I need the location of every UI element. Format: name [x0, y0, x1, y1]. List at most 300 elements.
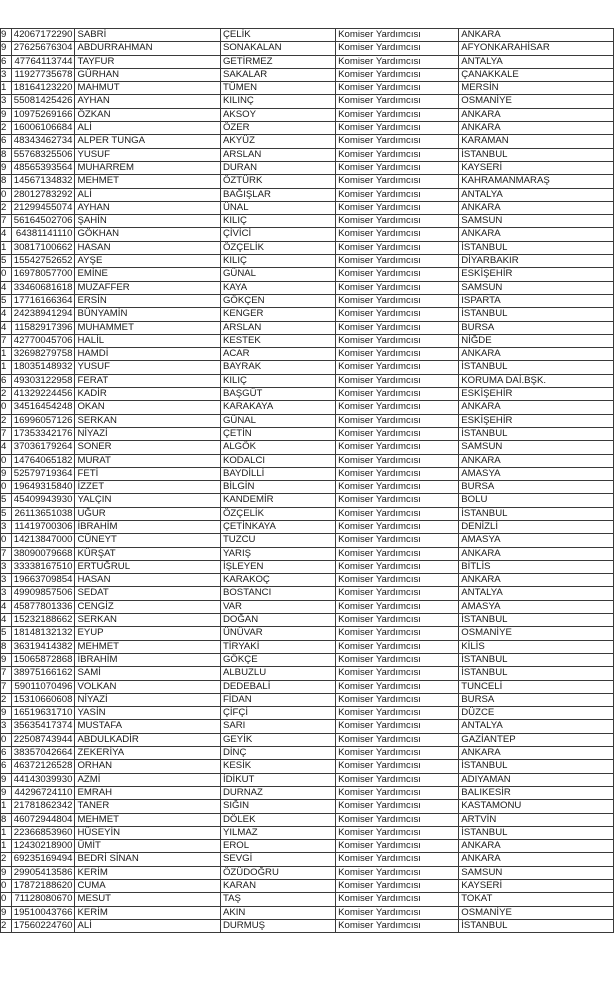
table-row: [1, 161, 614, 174]
city-cell: KASTAMONU: [459, 800, 614, 813]
rank-cell: Komiser Yardımcısı: [336, 720, 459, 733]
row-index-cell: 5: [1, 294, 12, 307]
city-cell: ANKARA: [459, 747, 614, 760]
first-name-cell: GÜRHAN: [75, 68, 220, 81]
table-row: [1, 853, 614, 866]
city-cell: ÇANAKKALE: [459, 68, 614, 81]
row-index-cell: 5: [1, 627, 12, 640]
city-cell: TOKAT: [459, 893, 614, 906]
first-name-cell: YUSUF: [75, 361, 220, 374]
surname-cell: KARAKAYA: [220, 401, 335, 414]
first-name-cell: TANER: [75, 800, 220, 813]
table-row: [1, 587, 614, 600]
table-row: [1, 520, 614, 533]
id-number-cell: 18148132132: [11, 627, 75, 640]
city-cell: KİLİS: [459, 640, 614, 653]
id-number-cell: 37036179264: [11, 441, 75, 454]
rank-cell: Komiser Yardımcısı: [336, 481, 459, 494]
row-index-cell: 9: [1, 42, 12, 55]
first-name-cell: BEDRİ SİNAN: [75, 853, 220, 866]
table-row: [1, 747, 614, 760]
first-name-cell: ZEKERİYA: [75, 747, 220, 760]
rank-cell: Komiser Yardımcısı: [336, 361, 459, 374]
table-row: [1, 866, 614, 879]
city-cell: TUNCELİ: [459, 680, 614, 693]
city-cell: İSTANBUL: [459, 507, 614, 520]
table-row: [1, 720, 614, 733]
surname-cell: BAĞIŞLAR: [220, 188, 335, 201]
table-row: [1, 441, 614, 454]
row-index-cell: 4: [1, 614, 12, 627]
id-number-cell: 24238941294: [11, 308, 75, 321]
table-row: [1, 467, 614, 480]
surname-cell: DOĞAN: [220, 614, 335, 627]
rank-cell: Komiser Yardımcısı: [336, 866, 459, 879]
id-number-cell: 55768325506: [11, 148, 75, 161]
row-index-cell: 0: [1, 401, 12, 414]
surname-cell: TUZCU: [220, 534, 335, 547]
row-index-cell: 8: [1, 175, 12, 188]
surname-cell: DEDEBALİ: [220, 680, 335, 693]
table-row: [1, 574, 614, 587]
surname-cell: KILIÇ: [220, 215, 335, 228]
city-cell: ANTALYA: [459, 55, 614, 68]
row-index-cell: 1: [1, 361, 12, 374]
id-number-cell: 10975269166: [11, 108, 75, 121]
surname-cell: İŞLEYEN: [220, 560, 335, 573]
rank-cell: Komiser Yardımcısı: [336, 919, 459, 932]
first-name-cell: AYHAN: [75, 95, 220, 108]
id-number-cell: 19510043766: [11, 906, 75, 919]
city-cell: ESKİŞEHİR: [459, 414, 614, 427]
city-cell: İSTANBUL: [459, 919, 614, 932]
row-index-cell: 0: [1, 268, 12, 281]
first-name-cell: MEHMET: [75, 640, 220, 653]
row-index-cell: 5: [1, 494, 12, 507]
first-name-cell: ALİ: [75, 188, 220, 201]
table-row: [1, 880, 614, 893]
rank-cell: Komiser Yardımcısı: [336, 786, 459, 799]
table-row: [1, 547, 614, 560]
id-number-cell: 45409943930: [11, 494, 75, 507]
table-row: [1, 255, 614, 268]
first-name-cell: İZZET: [75, 481, 220, 494]
id-number-cell: 19649315840: [11, 481, 75, 494]
table-row: [1, 760, 614, 773]
surname-cell: KENGER: [220, 308, 335, 321]
rank-cell: Komiser Yardımcısı: [336, 348, 459, 361]
row-index-cell: 9: [1, 161, 12, 174]
row-index-cell: 0: [1, 880, 12, 893]
first-name-cell: İBRAHİM: [75, 520, 220, 533]
row-index-cell: 4: [1, 441, 12, 454]
city-cell: SAMSUN: [459, 866, 614, 879]
table-row: [1, 800, 614, 813]
table-row: [1, 308, 614, 321]
row-index-cell: 7: [1, 427, 12, 440]
surname-cell: SONAKALAN: [220, 42, 335, 55]
rank-cell: Komiser Yardımcısı: [336, 215, 459, 228]
rank-cell: Komiser Yardımcısı: [336, 241, 459, 254]
first-name-cell: NİYAZİ: [75, 427, 220, 440]
rank-cell: Komiser Yardımcısı: [336, 494, 459, 507]
table-row: [1, 614, 614, 627]
table-row: [1, 707, 614, 720]
row-index-cell: 1: [1, 800, 12, 813]
row-index-cell: 6: [1, 747, 12, 760]
table-row: [1, 361, 614, 374]
row-index-cell: 1: [1, 82, 12, 95]
rank-cell: Komiser Yardımcısı: [336, 281, 459, 294]
surname-cell: AKSOY: [220, 108, 335, 121]
row-index-cell: 0: [1, 893, 12, 906]
id-number-cell: 29905413586: [11, 866, 75, 879]
table-row: [1, 55, 614, 68]
row-index-cell: 7: [1, 215, 12, 228]
rank-cell: Komiser Yardımcısı: [336, 693, 459, 706]
id-number-cell: 64381141110: [11, 228, 75, 241]
row-index-cell: 5: [1, 507, 12, 520]
table-row: [1, 241, 614, 254]
surname-cell: KODALCI: [220, 454, 335, 467]
rank-cell: Komiser Yardımcısı: [336, 614, 459, 627]
id-number-cell: 42067172290: [11, 29, 75, 42]
row-index-cell: 5: [1, 255, 12, 268]
table-row: [1, 481, 614, 494]
surname-cell: TAŞ: [220, 893, 335, 906]
rank-cell: Komiser Yardımcısı: [336, 388, 459, 401]
id-number-cell: 16978057700: [11, 268, 75, 281]
rank-cell: Komiser Yardımcısı: [336, 547, 459, 560]
id-number-cell: 32698279758: [11, 348, 75, 361]
city-cell: KORUMA DAİ.BŞK.: [459, 374, 614, 387]
id-number-cell: 16006106684: [11, 122, 75, 135]
first-name-cell: HASAN: [75, 241, 220, 254]
id-number-cell: 11927735678: [11, 68, 75, 81]
table-row: [1, 82, 614, 95]
id-number-cell: 14764065182: [11, 454, 75, 467]
surname-cell: ÖZTÜRK: [220, 175, 335, 188]
table-row: [1, 600, 614, 613]
rank-cell: Komiser Yardımcısı: [336, 760, 459, 773]
surname-cell: KANDEMİR: [220, 494, 335, 507]
row-index-cell: 2: [1, 853, 12, 866]
table-row: [1, 348, 614, 361]
table-row: [1, 29, 614, 42]
table-row: [1, 507, 614, 520]
rank-cell: Komiser Yardımcısı: [336, 441, 459, 454]
rank-cell: Komiser Yardımcısı: [336, 640, 459, 653]
rank-cell: Komiser Yardımcısı: [336, 334, 459, 347]
first-name-cell: AYHAN: [75, 201, 220, 214]
rank-cell: Komiser Yardımcısı: [336, 534, 459, 547]
surname-cell: SAKALAR: [220, 68, 335, 81]
surname-cell: ARSLAN: [220, 321, 335, 334]
id-number-cell: 45877801336: [11, 600, 75, 613]
rank-cell: Komiser Yardımcısı: [336, 574, 459, 587]
first-name-cell: HÜSEYİN: [75, 826, 220, 839]
row-index-cell: 2: [1, 693, 12, 706]
rank-cell: Komiser Yardımcısı: [336, 255, 459, 268]
city-cell: AFYONKARAHİSAR: [459, 42, 614, 55]
rank-cell: Komiser Yardımcısı: [336, 853, 459, 866]
table-row: [1, 906, 614, 919]
id-number-cell: 48343462734: [11, 135, 75, 148]
city-cell: İSTANBUL: [459, 614, 614, 627]
surname-cell: KESİK: [220, 760, 335, 773]
city-cell: BURSA: [459, 693, 614, 706]
surname-cell: SARI: [220, 720, 335, 733]
surname-cell: GEYİK: [220, 733, 335, 746]
first-name-cell: MUSTAFA: [75, 720, 220, 733]
id-number-cell: 42770045706: [11, 334, 75, 347]
first-name-cell: SEDAT: [75, 587, 220, 600]
id-number-cell: 22508743944: [11, 733, 75, 746]
city-cell: GAZİANTEP: [459, 733, 614, 746]
row-index-cell: 9: [1, 866, 12, 879]
id-number-cell: 44296724110: [11, 786, 75, 799]
surname-cell: ÖZER: [220, 122, 335, 135]
rank-cell: Komiser Yardımcısı: [336, 95, 459, 108]
surname-cell: İDİKUT: [220, 773, 335, 786]
id-number-cell: 21299455074: [11, 201, 75, 214]
city-cell: SAMSUN: [459, 215, 614, 228]
surname-cell: ÇETİNKAYA: [220, 520, 335, 533]
first-name-cell: ALPER TUNGA: [75, 135, 220, 148]
first-name-cell: HALİL: [75, 334, 220, 347]
surname-cell: ÖZÇELİK: [220, 241, 335, 254]
rank-cell: Komiser Yardımcısı: [336, 800, 459, 813]
first-name-cell: MUHAMMET: [75, 321, 220, 334]
city-cell: İSTANBUL: [459, 241, 614, 254]
surname-cell: BOSTANCI: [220, 587, 335, 600]
row-index-cell: 6: [1, 374, 12, 387]
city-cell: KARAMAN: [459, 135, 614, 148]
table-row: [1, 427, 614, 440]
row-index-cell: 2: [1, 201, 12, 214]
rank-cell: Komiser Yardımcısı: [336, 161, 459, 174]
first-name-cell: ABDURRAHMAN: [75, 42, 220, 55]
first-name-cell: ORHAN: [75, 760, 220, 773]
table-row: [1, 840, 614, 853]
surname-cell: EROL: [220, 840, 335, 853]
row-index-cell: 4: [1, 600, 12, 613]
first-name-cell: ABDULKADİR: [75, 733, 220, 746]
city-cell: ANTALYA: [459, 188, 614, 201]
city-cell: SAMSUN: [459, 441, 614, 454]
row-index-cell: 7: [1, 667, 12, 680]
surname-cell: KILINÇ: [220, 95, 335, 108]
table-row: [1, 388, 614, 401]
table-row: [1, 693, 614, 706]
rank-cell: Komiser Yardımcısı: [336, 29, 459, 42]
personnel-table: [0, 28, 614, 933]
rank-cell: Komiser Yardımcısı: [336, 135, 459, 148]
first-name-cell: ÜMİT: [75, 840, 220, 853]
table-row: [1, 268, 614, 281]
id-number-cell: 56164502706: [11, 215, 75, 228]
first-name-cell: ÖZKAN: [75, 108, 220, 121]
city-cell: NİĞDE: [459, 334, 614, 347]
table-row: [1, 919, 614, 932]
city-cell: OSMANİYE: [459, 627, 614, 640]
surname-cell: DURMUŞ: [220, 919, 335, 932]
first-name-cell: MAHMUT: [75, 82, 220, 95]
rank-cell: Komiser Yardımcısı: [336, 68, 459, 81]
city-cell: ANKARA: [459, 228, 614, 241]
surname-cell: GÜNAL: [220, 414, 335, 427]
first-name-cell: ŞAHİN: [75, 215, 220, 228]
first-name-cell: MUZAFFER: [75, 281, 220, 294]
table-row: [1, 321, 614, 334]
surname-cell: ARSLAN: [220, 148, 335, 161]
city-cell: ANKARA: [459, 348, 614, 361]
city-cell: ANKARA: [459, 108, 614, 121]
rank-cell: Komiser Yardımcısı: [336, 520, 459, 533]
id-number-cell: 38090079668: [11, 547, 75, 560]
surname-cell: ÜNÜVAR: [220, 627, 335, 640]
first-name-cell: NİYAZİ: [75, 693, 220, 706]
first-name-cell: SERKAN: [75, 414, 220, 427]
table-row: [1, 42, 614, 55]
rank-cell: Komiser Yardımcısı: [336, 813, 459, 826]
surname-cell: KILIÇ: [220, 374, 335, 387]
rank-cell: Komiser Yardımcısı: [336, 82, 459, 95]
city-cell: ESKİŞEHİR: [459, 388, 614, 401]
surname-cell: KILIÇ: [220, 255, 335, 268]
rank-cell: Komiser Yardımcısı: [336, 401, 459, 414]
city-cell: MERSİN: [459, 82, 614, 95]
city-cell: İSTANBUL: [459, 361, 614, 374]
surname-cell: AKIN: [220, 906, 335, 919]
row-index-cell: 0: [1, 188, 12, 201]
city-cell: ANKARA: [459, 401, 614, 414]
city-cell: ADIYAMAN: [459, 773, 614, 786]
rank-cell: Komiser Yardımcısı: [336, 294, 459, 307]
row-index-cell: 7: [1, 334, 12, 347]
rank-cell: Komiser Yardımcısı: [336, 507, 459, 520]
table-row: [1, 135, 614, 148]
table-row: [1, 201, 614, 214]
city-cell: İSTANBUL: [459, 653, 614, 666]
id-number-cell: 12430218900: [11, 840, 75, 853]
rank-cell: Komiser Yardımcısı: [336, 42, 459, 55]
surname-cell: ÇETİN: [220, 427, 335, 440]
row-index-cell: 9: [1, 653, 12, 666]
id-number-cell: 48565393564: [11, 161, 75, 174]
row-index-cell: 1: [1, 241, 12, 254]
row-index-cell: 3: [1, 720, 12, 733]
row-index-cell: 4: [1, 228, 12, 241]
city-cell: DENİZLİ: [459, 520, 614, 533]
table-row: [1, 95, 614, 108]
table-row: [1, 653, 614, 666]
surname-cell: BAŞGÜT: [220, 388, 335, 401]
city-cell: SAMSUN: [459, 281, 614, 294]
rank-cell: Komiser Yardımcısı: [336, 414, 459, 427]
table-row: [1, 108, 614, 121]
city-cell: İSTANBUL: [459, 760, 614, 773]
surname-cell: ÇELİK: [220, 29, 335, 42]
first-name-cell: HASAN: [75, 574, 220, 587]
city-cell: AMASYA: [459, 534, 614, 547]
row-index-cell: 3: [1, 95, 12, 108]
id-number-cell: 71128080670: [11, 893, 75, 906]
rank-cell: Komiser Yardımcısı: [336, 308, 459, 321]
first-name-cell: ALİ: [75, 122, 220, 135]
table-row: [1, 374, 614, 387]
rank-cell: Komiser Yardımcısı: [336, 906, 459, 919]
city-cell: İSTANBUL: [459, 148, 614, 161]
first-name-cell: CÜNEYT: [75, 534, 220, 547]
surname-cell: KARAN: [220, 880, 335, 893]
surname-cell: KAYA: [220, 281, 335, 294]
id-number-cell: 49303122958: [11, 374, 75, 387]
table-body: [1, 29, 614, 933]
surname-cell: VAR: [220, 600, 335, 613]
id-number-cell: 46072944804: [11, 813, 75, 826]
id-number-cell: 15232188662: [11, 614, 75, 627]
surname-cell: TİRYAKİ: [220, 640, 335, 653]
rank-cell: Komiser Yardımcısı: [336, 667, 459, 680]
first-name-cell: FETİ: [75, 467, 220, 480]
rank-cell: Komiser Yardımcısı: [336, 108, 459, 121]
table-row: [1, 733, 614, 746]
table-row: [1, 826, 614, 839]
rank-cell: Komiser Yardımcısı: [336, 148, 459, 161]
id-number-cell: 36319414382: [11, 640, 75, 653]
first-name-cell: EYUP: [75, 627, 220, 640]
city-cell: BİTLİS: [459, 560, 614, 573]
row-index-cell: 3: [1, 68, 12, 81]
rank-cell: Komiser Yardımcısı: [336, 840, 459, 853]
row-index-cell: 2: [1, 122, 12, 135]
surname-cell: GÜNAL: [220, 268, 335, 281]
row-index-cell: 8: [1, 813, 12, 826]
first-name-cell: OKAN: [75, 401, 220, 414]
row-index-cell: 0: [1, 733, 12, 746]
row-index-cell: 2: [1, 919, 12, 932]
first-name-cell: SABRİ: [75, 29, 220, 42]
first-name-cell: YALÇIN: [75, 494, 220, 507]
table-row: [1, 667, 614, 680]
id-number-cell: 15065872868: [11, 653, 75, 666]
rank-cell: Komiser Yardımcısı: [336, 880, 459, 893]
table-row: [1, 148, 614, 161]
surname-cell: YILMAZ: [220, 826, 335, 839]
first-name-cell: MEHMET: [75, 813, 220, 826]
surname-cell: ÇİFÇİ: [220, 707, 335, 720]
city-cell: ARTVİN: [459, 813, 614, 826]
first-name-cell: UĞUR: [75, 507, 220, 520]
first-name-cell: GÖKHAN: [75, 228, 220, 241]
city-cell: AMASYA: [459, 600, 614, 613]
first-name-cell: BÜNYAMİN: [75, 308, 220, 321]
surname-cell: DİNÇ: [220, 747, 335, 760]
surname-cell: SIĞIN: [220, 800, 335, 813]
row-index-cell: 9: [1, 786, 12, 799]
city-cell: İSTANBUL: [459, 667, 614, 680]
id-number-cell: 38357042664: [11, 747, 75, 760]
table-row: [1, 122, 614, 135]
surname-cell: BİLGİN: [220, 481, 335, 494]
surname-cell: ÇİVİCİ: [220, 228, 335, 241]
row-index-cell: 1: [1, 348, 12, 361]
id-number-cell: 17872188620: [11, 880, 75, 893]
id-number-cell: 30817100662: [11, 241, 75, 254]
first-name-cell: EMRAH: [75, 786, 220, 799]
id-number-cell: 14567134832: [11, 175, 75, 188]
